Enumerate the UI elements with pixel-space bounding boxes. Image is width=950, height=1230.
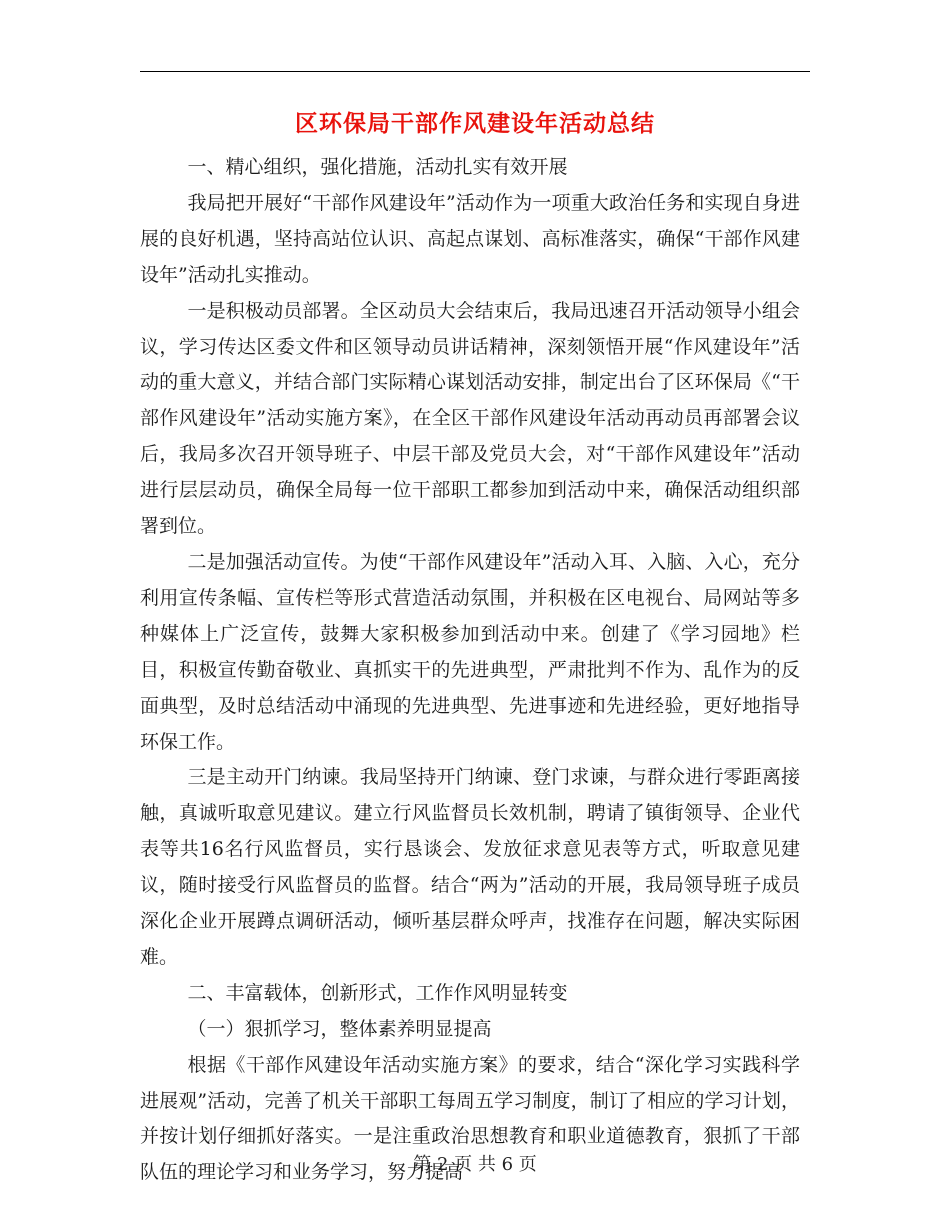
section-heading: 一、精心组织，强化措施，活动扎实有效开展 [187,156,568,178]
body-paragraph: 根据《干部作风建设年活动实施方案》的要求，结合“深化学习实践科学进展观”活动，完善了机关干部职工每周五学习制度，制订了相应的学习计划，并按计划仔细抓好落实。一是注重政治思想教育和职业道德教育，狠抓了干部队伍的理论学习和业务学习，努力提高 [140,1053,800,1184]
body-paragraph: 二是加强活动宣传。为使“干部作风建设年”活动入耳、入脑、入心，充分利用宣传条幅、宣传栏等形式营造活动氛围，并积极在区电视台、局网站等多种媒体上广泛宣传，鼓舞大家积极参加到活动中来。创建了《学习园地》栏目，积极宣传勤奋敬业、真抓实干的先进典型，严肃批判不作为、乱作为的反面典型，及时总结活动中涌现的先进典型、先进事迹和先进经验，更好地指导环保工作。 [140,550,800,753]
body-paragraph: 三是主动开门纳谏。我局坚持开门纳谏、登门求谏，与群众进行零距离接触，真诚听取意见建议。建立行风监督员长效机制，聘请了镇街领导、企业代表等共16名行风监督员，实行恳谈会、发放征求意见表等方式，听取意见建议，随时接受行风监督员的监督。结合“两为”活动的开展，我局领导班子成员深化企业开展蹲点调研活动，倾听基层群众呼声，找准存在问题，解决实际困难。 [140,766,800,968]
document-body [140,150,800,1191]
header-rule [140,71,810,72]
page-number-footer: 第 2 页 共 6 页 [413,1154,537,1175]
subsection-heading: （一）狠抓学习，整体素养明显提高 [187,1017,492,1040]
section-heading: 二、丰富载体，创新形式，工作作风明显转变 [187,981,568,1004]
body-paragraph: 我局把开展好“干部作风建设年”活动作为一项重大政治任务和实现自身进展的良好机遇，坚持高站位认识、高起点谋划、高标准落实，确保“干部作风建设年”活动扎实推动。 [140,191,800,286]
body-paragraph: 一是积极动员部署。全区动员大会结束后，我局迅速召开活动领导小组会议，学习传达区委文件和区领导动员讲话精神，深刻领悟开展“作风建设年”活动的重大意义，并结合部门实际精心谋划活动安排，制定出台了区环保局《“干部作风建设年”活动实施方案》，在全区干部作风建设年活动再动员再部署会议后，我局多次召开领导班子、中层干部及党员大会，对“干部作风建设年”活动进行层层动员，确保全局每一位干部职工都参加到活动中来，确保活动组织部署到位。 [140,299,800,538]
document-title: 区环保局干部作风建设年活动总结 [295,110,655,137]
